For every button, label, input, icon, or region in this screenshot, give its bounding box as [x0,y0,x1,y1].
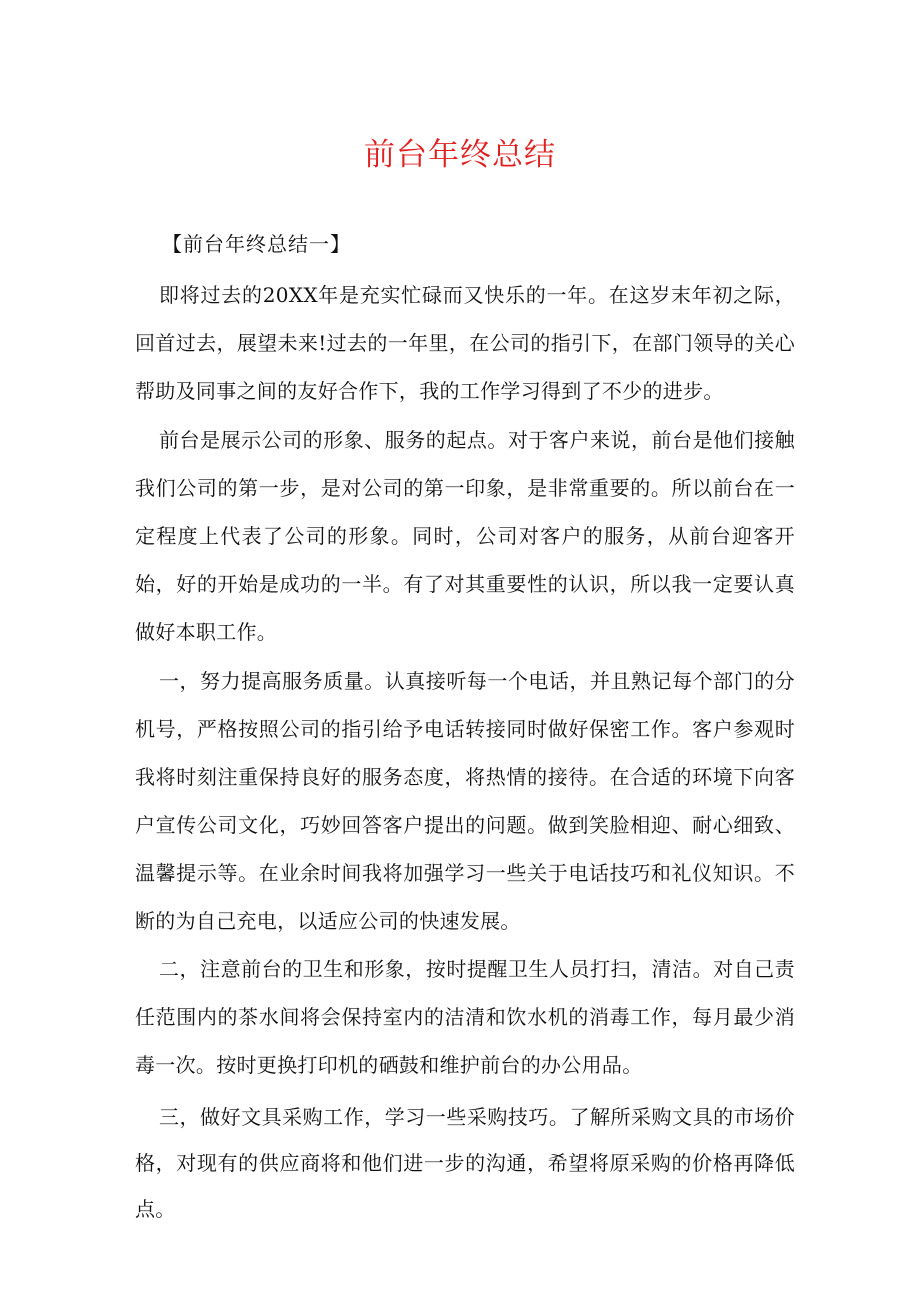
paragraph-point-two: 二，注意前台的卫生和形象，按时提醒卫生人员打扫，清洁。对自己责任范围内的茶水间将会保持室内的洁清和饮水机的消毒工作，每月最少消毒一次。按时更换打印机的硒鼓和维护前台的办公用品。 [135,957,795,1077]
section-label: 【前台年终总结一】 [162,232,351,256]
paragraph-point-three: 三，做好文具采购工作，学习一些采购技巧。了解所采购文具的市场价格，对现有的供应商将和他们进一步的沟通，希望将原采购的价格再降低点。 [135,1105,795,1221]
paragraph-intro: 即将过去的20XX年是充实忙碌而又快乐的一年。在这岁末年初之际，回首过去，展望未来!过去的一年里，在公司的指引下，在部门领导的关心帮助及同事之间的友好合作下，我的工作学习得到了不少的进步。 [135,283,795,403]
paragraph-front-desk-role: 前台是展示公司的形象、服务的起点。对于客户来说，前台是他们接触我们公司的第一步，是对公司的第一印象，是非常重要的。所以前台在一定程度上代表了公司的形象。同时，公司对客户的服务，从前台迎客开始，好的开始是成功的一半。有了对其重要性的认识，所以我一定要认真做好本职工作。 [135,428,795,644]
paragraph-point-one: 一，努力提高服务质量。认真接听每一个电话，并且熟记每个部门的分机号，严格按照公司的指引给予电话转接同时做好保密工作。客户参观时我将时刻注重保持良好的服务态度，将热情的接待。在合适的环境下向客户宣传公司文化，巧妙回答客户提出的问题。做到笑脸相迎、耐心细致、温馨提示等。在业余时间我将加强学习一些关于电话技巧和礼仪知识。不断的为自己充电，以适应公司的快速发展。 [135,669,795,933]
document-title: 前台年终总结 [364,137,556,173]
